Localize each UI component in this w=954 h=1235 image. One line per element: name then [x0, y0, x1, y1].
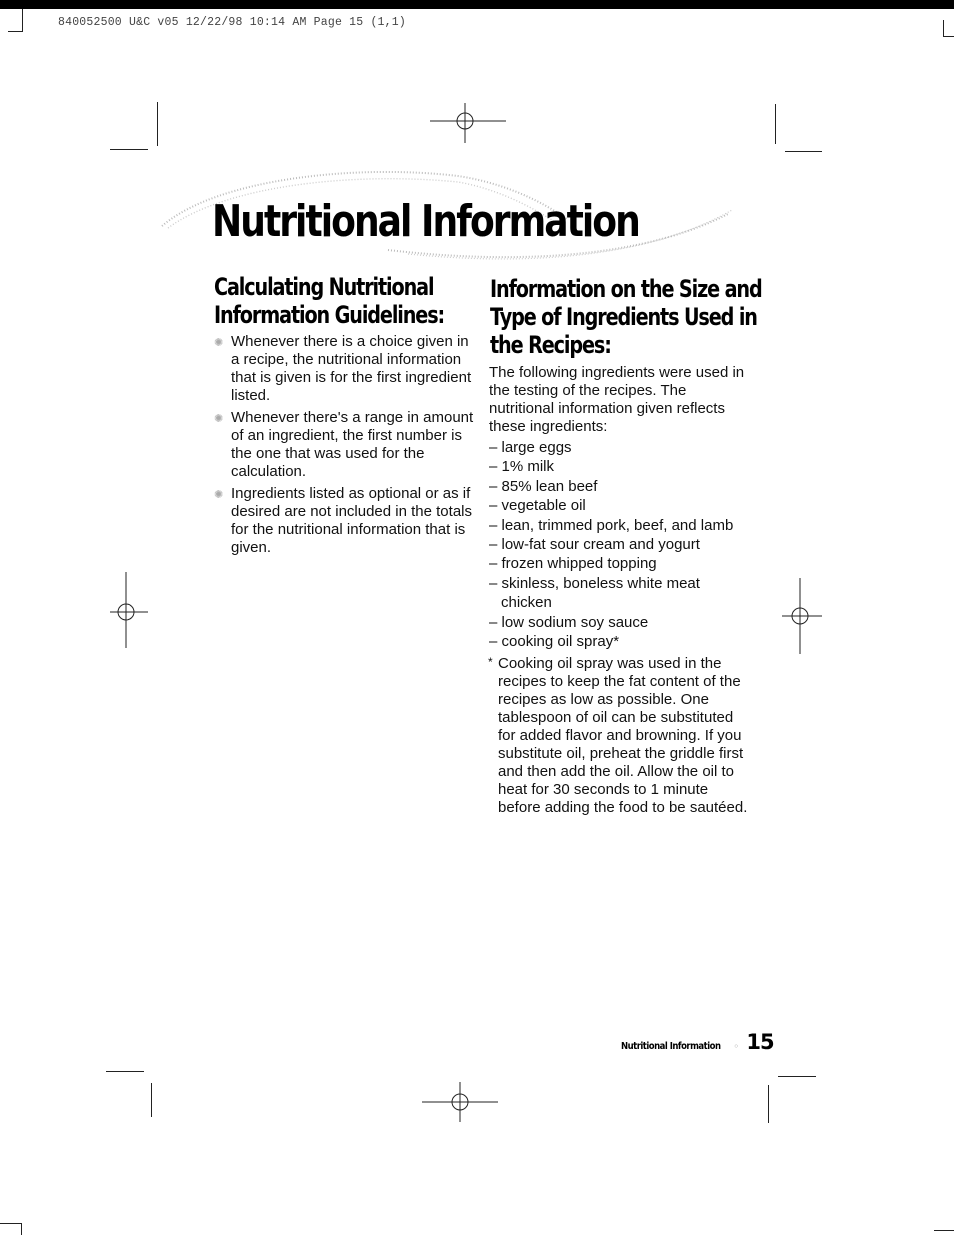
corner-mark-br-h [934, 1230, 954, 1231]
list-item [214, 333, 474, 405]
footer-separator: ◦ [733, 1042, 739, 1051]
guidelines-list [214, 333, 474, 561]
crop-mark [768, 1085, 769, 1123]
crop-mark [151, 1083, 152, 1117]
corner-mark-bl-v [21, 1223, 22, 1235]
page-footer [621, 1030, 774, 1054]
bullet-icon: ✺ [214, 337, 224, 349]
footnote [489, 655, 748, 817]
list-item [214, 485, 474, 557]
page-title: Nutritional Information [212, 196, 639, 247]
ingredients-section [489, 364, 751, 817]
list-item [214, 409, 474, 481]
ingredients-intro: The following ingredients were used in the testing of the recipes. The nutritional information given reflects these ingredients: [489, 364, 745, 435]
heading-line: Information on the Size and [490, 275, 762, 303]
ingredient-list [489, 438, 751, 651]
registration-mark-left [110, 572, 148, 648]
crop-mark [106, 1071, 144, 1072]
footnote-marker: * [488, 655, 493, 670]
ingredient-item: – skinless, boneless white meat chicken [489, 574, 700, 612]
bullet-text: Ingredients listed as optional or as if desired are not included in the totals for the nutritional information that is given. [231, 485, 472, 556]
crop-mark [157, 102, 158, 146]
crop-mark [775, 104, 776, 144]
left-section-heading [214, 273, 444, 329]
registration-mark-top [430, 103, 506, 143]
heading-line: Type of Ingredients Used in [490, 303, 757, 331]
ingredient-item: – frozen whipped topping [489, 555, 657, 573]
bullet-icon: ✺ [214, 489, 224, 501]
heading-line: Information Guidelines: [214, 301, 445, 329]
print-header: 840052500 U&C v05 12/22/98 10:14 AM Page 15 (1,1) [58, 16, 406, 29]
corner-mark-tr-v [943, 20, 944, 36]
corner-mark-tl-h [8, 31, 23, 32]
bullet-text: Whenever there is a choice given in a recipe, the nutritional information that is given is for the first ingredient listed. [231, 333, 472, 404]
crop-mark [110, 149, 148, 150]
crop-mark [785, 151, 822, 152]
ingredient-item: – low sodium soy sauce [489, 613, 649, 631]
ingredient-item: – lean, trimmed pork, beef, and lamb [489, 516, 734, 534]
ingredient-item: – low-fat sour cream and yogurt [489, 536, 700, 554]
bullet-icon: ✺ [214, 413, 224, 425]
ingredient-item: – large eggs [489, 439, 572, 456]
ingredient-item: – 85% lean beef [489, 477, 598, 495]
ingredient-item: – 1% milk [489, 458, 555, 476]
footnote-text: Cooking oil spray was used in the recipes to keep the fat content of the recipes as low as possible. One tablespoon of oil can be substituted for added flavor and browning. If you substitute oil, preheat the griddle first and then add the oil. Allow the oil to heat for 30 seconds to 1 minute before adding the food to be sautéed. [498, 655, 748, 817]
registration-mark-right [782, 578, 822, 654]
registration-mark-bottom [422, 1082, 498, 1122]
ingredient-item: – vegetable oil [489, 497, 586, 515]
crop-mark [778, 1076, 816, 1077]
heading-line: Calculating Nutritional [214, 273, 434, 301]
footer-section-name: Nutritional Information [621, 1041, 721, 1052]
top-black-strip [0, 0, 954, 9]
right-section-heading [490, 275, 762, 359]
page-number: 15 [746, 1030, 774, 1054]
ingredient-item: – cooking oil spray* [489, 633, 620, 651]
corner-mark-tr-h [943, 36, 954, 37]
bullet-text: Whenever there's a range in amount of an ingredient, the first number is the one that was used for the calculation. [231, 409, 474, 480]
heading-line: the Recipes: [490, 331, 611, 359]
corner-mark-tl-v [22, 9, 23, 31]
corner-mark-bl-h [0, 1223, 22, 1224]
